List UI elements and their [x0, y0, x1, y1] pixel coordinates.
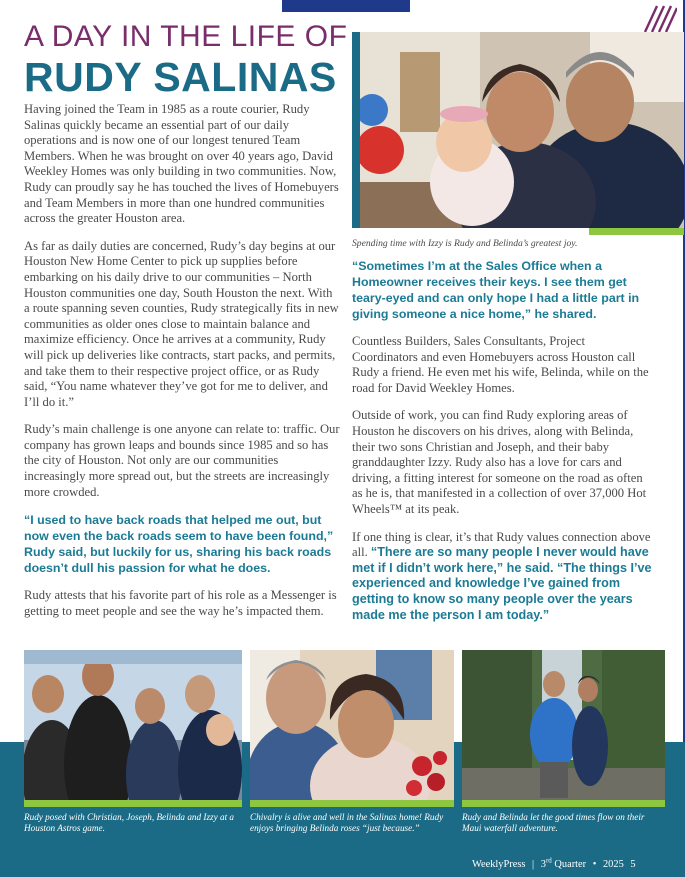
paragraph-intro: Having joined the Team in 1985 as a route courier, Rudy Salinas quickly became an essential part of our daily operations and is now one of our longest tenured Team Members. When he was brought on over 40 years ago, David Weekley Homes was only building in two communities. Now, Rudy can proudly say he has touched the lives of Homebuyers and Team Members in more than one hundred communities across the greater Houston area.	[24, 102, 339, 226]
footer-quarter-number: 3	[540, 859, 546, 871]
footer-quarter	[541, 859, 586, 870]
footer-publication: WeeklyPress	[472, 859, 526, 871]
caption-waterfall: Rudy and Belinda let the good times flow on their Maui waterfall adventure.	[462, 812, 645, 834]
connection-lead-text: If one thing is clear, it’s that Rudy values connection above all.	[352, 529, 651, 560]
left-article-column	[24, 102, 340, 631]
caption-accent-2	[250, 800, 454, 807]
paragraph-favorite-part: Rudy attests that his favorite part of his role as a Messenger is getting to meet people and see the way he’s impacted them.	[24, 588, 337, 618]
photo-astros-game	[24, 650, 242, 800]
diagonal-stripes-decoration	[643, 2, 677, 32]
paragraph-connection	[352, 530, 652, 624]
paragraph-challenge: Rudy’s main challenge is one anyone can relate to: traffic. Our company has grown leaps and bounds since 1985 and so has the city of Houston. Not only are our communities increasingly more spread out, but the streets are increasingly more crowded.	[24, 422, 340, 499]
photo-maui-waterfall	[462, 650, 665, 800]
caption-roses: Chivalry is alive and well in the Salinas home! Rudy enjoys bringing Belinda roses “just because.”	[250, 812, 444, 834]
caption-astros: Rudy posed with Christian, Joseph, Belinda and Izzy at a Houston Astros game.	[24, 812, 235, 834]
footer-divider: |	[532, 859, 535, 871]
paragraph-friends: Countless Builders, Sales Consultants, Project Coordinators and even Homebuyers across Houston call Rudy a friend. He even met his wife, Belinda, while on the road for David Weekley Homes.	[352, 334, 649, 395]
caption-accent-3	[462, 800, 665, 807]
photo-rudy-belinda-izzy	[352, 32, 684, 228]
caption-accent-1	[24, 800, 242, 807]
footer-quarter-suffix: rd	[545, 857, 552, 865]
connection-quote-text: “There are so many people I never would have met if I didn’t work here,” he said. “The things I’ve experienced and knowledge I’ve gained from getting to know so many people over the years made me the person I am today.”	[352, 545, 652, 622]
headline-kicker: A DAY IN THE LIFE OF	[24, 20, 348, 53]
pull-quote-back-roads: “I used to have back roads that helped me out, but now even the back roads seem to have been found,” Rudy said, but luckily for us, sharing his back roads doesn’t dull his passion for what he does.	[24, 513, 334, 576]
pull-quote-homeowner-keys: “Sometimes I’m at the Sales Office when a Homeowner receives their keys. I see them get teary-eyed and can only hope I had a little part in giving someone a nice home,” he shared.	[352, 259, 640, 321]
footer-quarter-word: Quarter	[554, 859, 587, 871]
footer-bullet: •	[592, 859, 597, 871]
right-article-column	[352, 258, 652, 635]
paragraph-outside-work: Outside of work, you can find Rudy exploring areas of Houston he discovers on his drives, along with Belinda, their two sons Christian and Joseph, and their baby granddaughter Izzy. Rudy also has a love for cars and driving, a fitting interest for someone on the road as often as he is, that manifested in a collection of over 37,000 Hot Wheels™ at its peak.	[352, 408, 647, 516]
photo-accent-bar	[589, 228, 684, 235]
footer-year: 2025	[602, 859, 624, 871]
headline-name: RUDY SALINAS	[24, 54, 337, 100]
top-accent-bar	[282, 0, 410, 12]
footer-page-number: 5	[630, 859, 636, 871]
main-photo-caption: Spending time with Izzy is Rudy and Belinda’s greatest joy.	[352, 238, 578, 249]
page-footer	[470, 857, 638, 870]
paragraph-daily-duties: As far as daily duties are concerned, Rudy’s day begins at our Houston New Home Center to pick up supplies before embarking on his daily drive to our communities – North Houston communities one day, South Houston the next. With a route spanning seven counties, Rudy strategically fits in new communities as older ones close to maintain balance and maximize efficiency. Once he arrives at a community, Rudy will pick up deliveries like contracts, start packs, and permits, and take them to their respective project office, or as Rudy said, “You name whatever they’ve got for me to deliver, and I’ll do it.”	[24, 238, 339, 409]
photo-roses	[250, 650, 454, 800]
